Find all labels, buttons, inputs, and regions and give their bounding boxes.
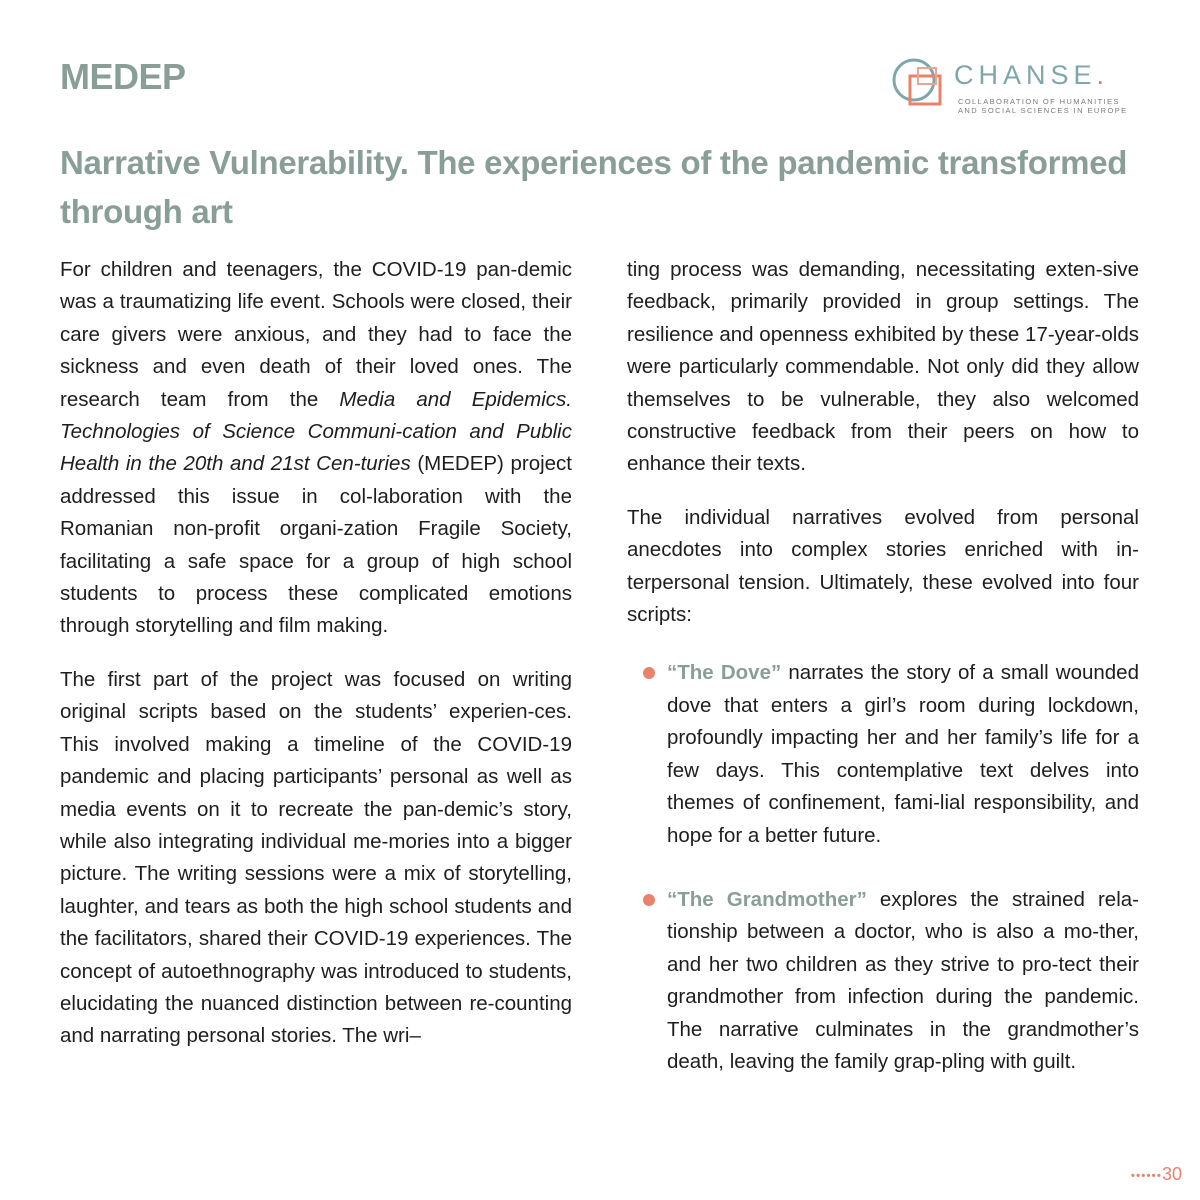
right-paragraph-1: ting process was demanding, necessitating exten-sive feedback, primarily provided in group settings. The resilience and openness exhibited by these 17-year-olds were particularly commendable. Not only did they allow themselves to be vulnerable, they also welcomed constructive feedback from their peers on how to enhance their texts.: [627, 258, 1139, 476]
paragraph-text: For children and teenagers, the COVID-19 pan-demic was a traumatizing life event. Schools were closed, their care givers were anxious, and they had to face the sickness and even death of their loved ones. The research team from the: [60, 258, 572, 411]
section-title: MEDEP: [60, 56, 186, 97]
page-number: [1131, 1164, 1182, 1185]
list-item: [627, 884, 1139, 1078]
article-title: Narrative Vulnerability. The experiences of the pandemic transformed through art: [60, 144, 1128, 230]
logo-tagline-line1: COLLABORATION OF HUMANITIES: [958, 97, 1120, 106]
left-paragraph-1: [60, 254, 572, 643]
script-description: narrates the story of a small wounded dove that enters a girl’s room during lockdown, profoundly impacting her and her family’s life for a few days. This contemplative text delves into themes of confinement, fami-lial responsibility, and hope for a better future.: [667, 661, 1139, 847]
bullet-icon: [643, 894, 655, 906]
chanse-logo: [888, 56, 1158, 116]
paragraph-text: (MEDEP) project addressed this issue in col-laboration with the Romanian non-profit organi-zation Fragile Society, facilitating a safe space for a group of high school students to process these complicated emotions through storytelling and film making.: [60, 452, 572, 638]
list-item: [627, 657, 1139, 851]
scripts-list: [627, 657, 1139, 1078]
page-number-value: 30: [1161, 1164, 1182, 1184]
script-description: explores the strained rela-tionship between a doctor, who is also a mo-ther, and her two children as they strive to pro-tect their grandmother from infection during the pandemic. The narrative culminates in the grandmother’s death, leaving the family grap-pling with guilt.: [667, 887, 1139, 1073]
script-title: “The Grandmother”: [667, 887, 867, 911]
script-title: “The Dove”: [667, 661, 782, 685]
left-paragraph-2: The first part of the project was focused on writing original scripts based on the students’ experien-ces. This involved making a timeline of the COVID-19 pandemic and placing participants’ personal as well as media events on it to recreate the pan-demic’s story, while also integrating individual me-mories into a bigger picture. The writing sessions were a mix of storytelling, laughter, and tears as both the high school students and the facilitators, shared their COVID-19 experiences. The concept of autoethnography was introduced to students, elucidating the nuanced distinction between re-counting and narrating personal stories. The wri–: [60, 667, 572, 1048]
chanse-logo-icon: [888, 56, 954, 116]
logo-dot: .: [1096, 60, 1110, 90]
right-paragraph-2: The individual narratives evolved from personal anecdotes into complex stories enriched with in-terpersonal tension. Ultimately, these evolved into four scripts:: [627, 505, 1139, 627]
page-dots: ••••••: [1130, 1168, 1162, 1183]
left-column: [60, 254, 572, 1074]
bullet-icon: [643, 667, 655, 679]
right-column: [627, 254, 1139, 1110]
logo-tagline-line2: AND SOCIAL SCIENCES IN EUROPE: [958, 106, 1128, 115]
logo-name: CHANSE: [954, 60, 1097, 90]
project-name: Media and Epidemics. Technologies of Science Communi-cation and Public Health in the 20th and 21st Cen-turies: [60, 387, 572, 476]
